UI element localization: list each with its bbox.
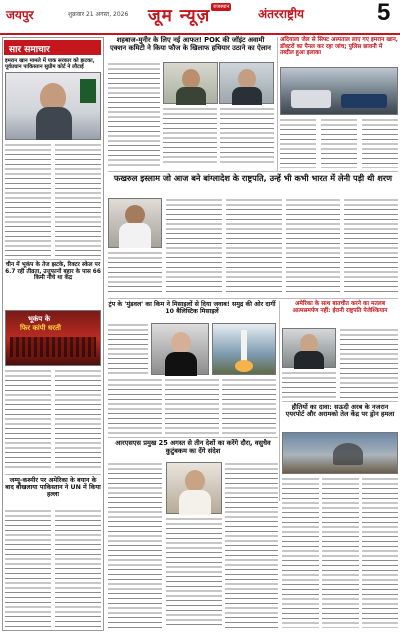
rss-body-col1: [108, 462, 162, 628]
divider: [108, 437, 278, 438]
brief-1-body-col1: [5, 143, 51, 257]
logo-badge: राजस्थान: [213, 4, 230, 10]
mid-body-col4: [286, 198, 340, 295]
top-photo-right: [219, 62, 274, 104]
brief-2-body-col2: [55, 369, 101, 471]
houthi-photo: [282, 432, 398, 474]
rss-body-col3: [225, 462, 278, 628]
masthead-rule: [0, 33, 400, 35]
kim-body-col2: [108, 378, 162, 434]
top-body-col2: [163, 107, 217, 166]
kim-body-col4: [222, 378, 276, 434]
sidebar-heading: सार समाचार: [9, 45, 50, 55]
column-rule: [279, 301, 280, 501]
masthead-date: शुक्रवार 21 अगस्त, 2026: [68, 11, 129, 18]
mid-body-col2: [166, 198, 222, 295]
kim-headline: ट्रंप के 'मुंडवल' का किम ने मिसाइलों से दिया जवाब! समुद्र की ओर दागीं 10 बैलिस्टिक मिसाइलें: [108, 301, 276, 316]
mid-body-col3: [226, 198, 282, 295]
brief-3-body-col1: [5, 509, 51, 628]
brief-2-headline: चीन में भूकंप के तेज झटके, रिक्टर स्केल पर 6.7 रही तीव्रता, उत्तूफानों बहार के पास 66 किमी नीचे था केंद्र: [5, 262, 101, 282]
rss-photo: [166, 462, 222, 514]
kim-body-col1: [108, 323, 148, 375]
iran-body-col2: [340, 328, 398, 398]
page-number: 5: [377, 0, 391, 26]
rss-headline: आरएसएस प्रमुख 25 अगस्त से तीन देशों का करेंगे दौरा, वसुधैव कुटुंबकम का देंगे संदेश: [115, 439, 271, 455]
houthi-headline: हौतियों का दावा: सऊदी अरब के नजरान एयरपोर्ट और अरामको तेल केंद्र पर ड्रोन हमला: [285, 403, 395, 419]
newspaper-logo: [148, 3, 256, 30]
section-title: अंतरराष्ट्रीय: [258, 7, 305, 21]
right-headline: अदियाला जेल से सिफ्ट अस्पताल लाए गए इमरान खान, डॉक्टरों का पैनल कर रहा जांच; पुलिस छावनी में तब्दील हुआ इलाका: [280, 37, 399, 57]
kim-photo: [151, 323, 209, 375]
right-photo: [280, 67, 398, 115]
houthi-body-col1: [282, 477, 319, 628]
brief-3-headline: जम्मू-कश्मीर पर अमेरिका के बयान के बाद बौखलाया पाकिस्तान ने UN में किया हल्ला: [5, 477, 101, 499]
divider: [282, 401, 398, 402]
top-body-col3: [220, 107, 274, 166]
divider: [108, 171, 398, 172]
brief-1-body-col2: [55, 143, 101, 257]
mid-photo: [108, 198, 162, 248]
brief-1-headline: इमरान खान मामले में पाक सरकार को झटका, पूर्वप्रधान पाकिस्तान सुप्रीम कोर्ट ने लौटाई: [5, 58, 95, 71]
brief-2-body-col1: [5, 369, 51, 471]
missile-photo: [212, 323, 276, 375]
top-headline: शहबाज-मुनीर के लिए नई आफत! POK की जॉइंट अवामी एक्शन कमिटी ने किया फौज के खिलाफ हथियार उठाने का ऐलान: [110, 36, 271, 52]
mid-body-col5: [344, 198, 398, 295]
houthi-body-col2: [322, 477, 359, 628]
iran-photo: [282, 328, 336, 368]
right-body-col3: [362, 118, 398, 168]
brief-3-body-col2: [55, 509, 101, 628]
right-body-col1: [280, 118, 316, 168]
iran-body-col1: [282, 371, 336, 398]
kim-body-col3: [165, 378, 219, 434]
earthquake-graphic: [5, 310, 101, 366]
mid-body-col1: [108, 251, 162, 295]
top-photo-left: [163, 62, 218, 104]
top-body-col1: [108, 62, 160, 166]
graphic-line-2: फिर कांपी धरती: [20, 324, 61, 332]
mid-headline: फखरुल इस्लाम जो आज बने बांग्लादेश के राष्ट्रपति, उन्हें भी कभी भारत में लेनी पड़ी थी शरण: [113, 173, 393, 183]
divider: [108, 298, 398, 299]
logo-text: जूम न्यूज़: [148, 6, 211, 26]
houthi-body-col3: [362, 477, 398, 628]
rss-body-col2: [166, 517, 222, 628]
divider: [5, 259, 101, 260]
column-rule: [277, 37, 278, 172]
graphic-line-1: भूकंप के: [28, 315, 51, 323]
masthead-city: जयपुर: [6, 8, 34, 22]
right-body-col2: [321, 118, 357, 168]
brief-1-photo: [5, 72, 101, 140]
iran-headline: अमेरिका के साथ बातचीत करने का मतलब आत्मसमर्पण नहीं: ईरानी राष्ट्रपति पेजेश्कियान: [292, 301, 388, 314]
divider: [5, 474, 101, 475]
